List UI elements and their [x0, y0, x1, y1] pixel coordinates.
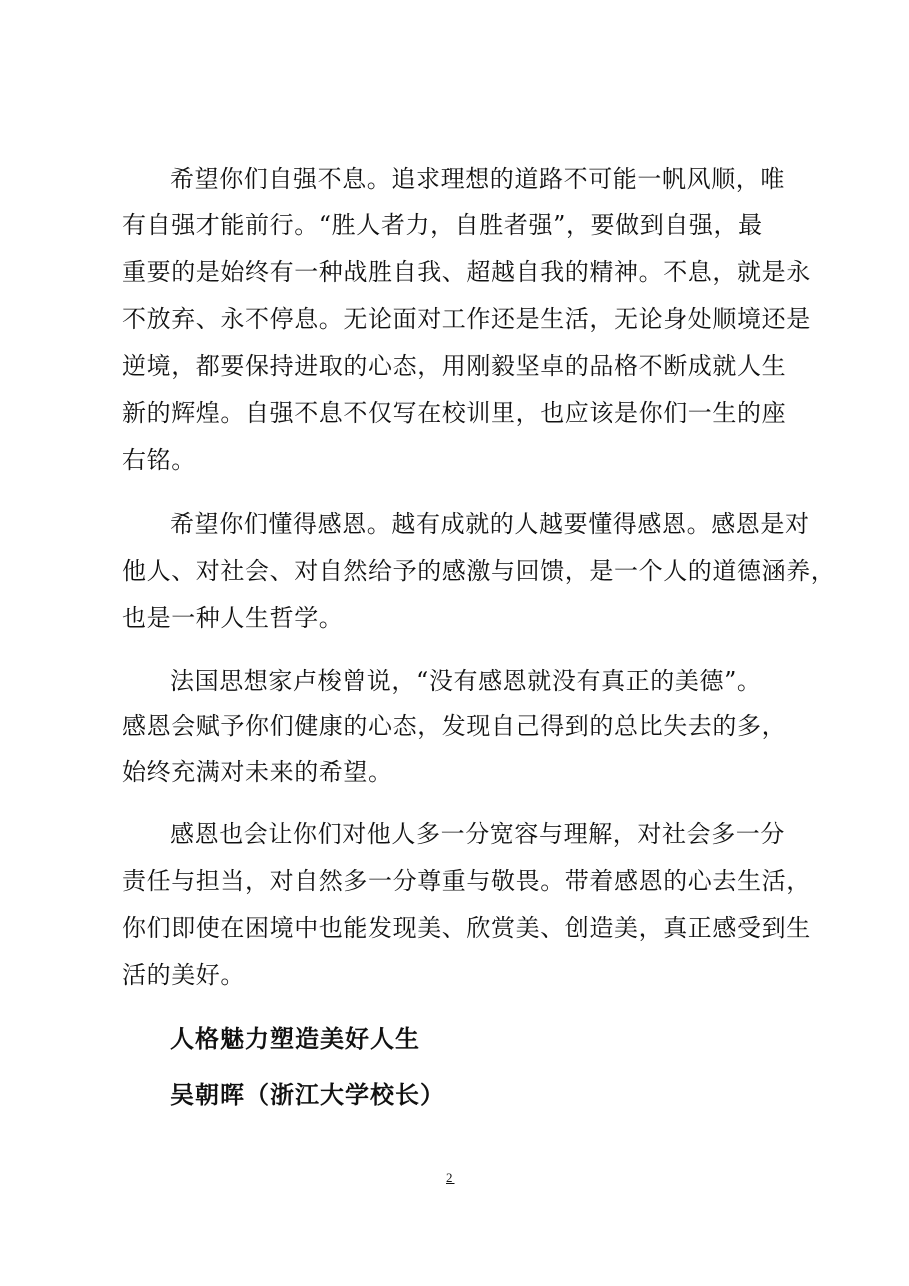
paragraph-line: 责任与担当，对自然多一分尊重与敬畏。带着感恩的心去生活，	[122, 867, 811, 895]
paragraph-line: 不放弃、永不停息。无论面对工作还是生活，无论身处顺境还是	[122, 305, 811, 333]
paragraph-line: 新的辉煌。自强不息不仅写在校训里，也应该是你们一生的座	[122, 399, 787, 427]
paragraph-line: 你们即使在困境中也能发现美、欣赏美、创造美，真正感受到生	[122, 914, 811, 942]
paragraph-line: 活的美好。	[122, 961, 245, 989]
paragraph-line: 感恩也会让你们对他人多一分宽容与理解，对社会多一分	[170, 820, 785, 848]
paragraph-line: 希望你们懂得感恩。越有成就的人越要懂得感恩。感恩是对	[170, 510, 810, 538]
author-line: 吴朝晖（浙江大学校长）	[170, 1081, 445, 1109]
paragraph-line: 右铭。	[122, 446, 196, 474]
paragraph-line: 感恩会赋予你们健康的心态，发现自己得到的总比失去的多，	[122, 712, 787, 740]
paragraph-line: 他人、对社会、对自然给予的感激与回馈，是一个人的道德涵养，	[122, 557, 836, 585]
paragraph-line: 有自强才能前行。“胜人者力，自胜者强”，要做到自强，最	[122, 211, 763, 239]
paragraph-line: 重要的是始终有一种战胜自我、超越自我的精神。不息，就是永	[122, 258, 811, 286]
page-number: 2	[446, 1170, 455, 1185]
paragraph-line: 也是一种人生哲学。	[122, 604, 344, 632]
section-title: 人格魅力塑造美好人生	[170, 1025, 420, 1053]
paragraph-line: 逆境，都要保持进取的心态，用刚毅坚卓的品格不断成就人生	[122, 352, 787, 380]
paragraph-line: 法国思想家卢梭曾说，“没有感恩就没有真正的美德”。	[170, 667, 762, 695]
paragraph-line: 希望你们自强不息。追求理想的道路不可能一帆风顺，唯	[170, 165, 785, 193]
paragraph-line: 始终充满对未来的希望。	[122, 758, 393, 786]
